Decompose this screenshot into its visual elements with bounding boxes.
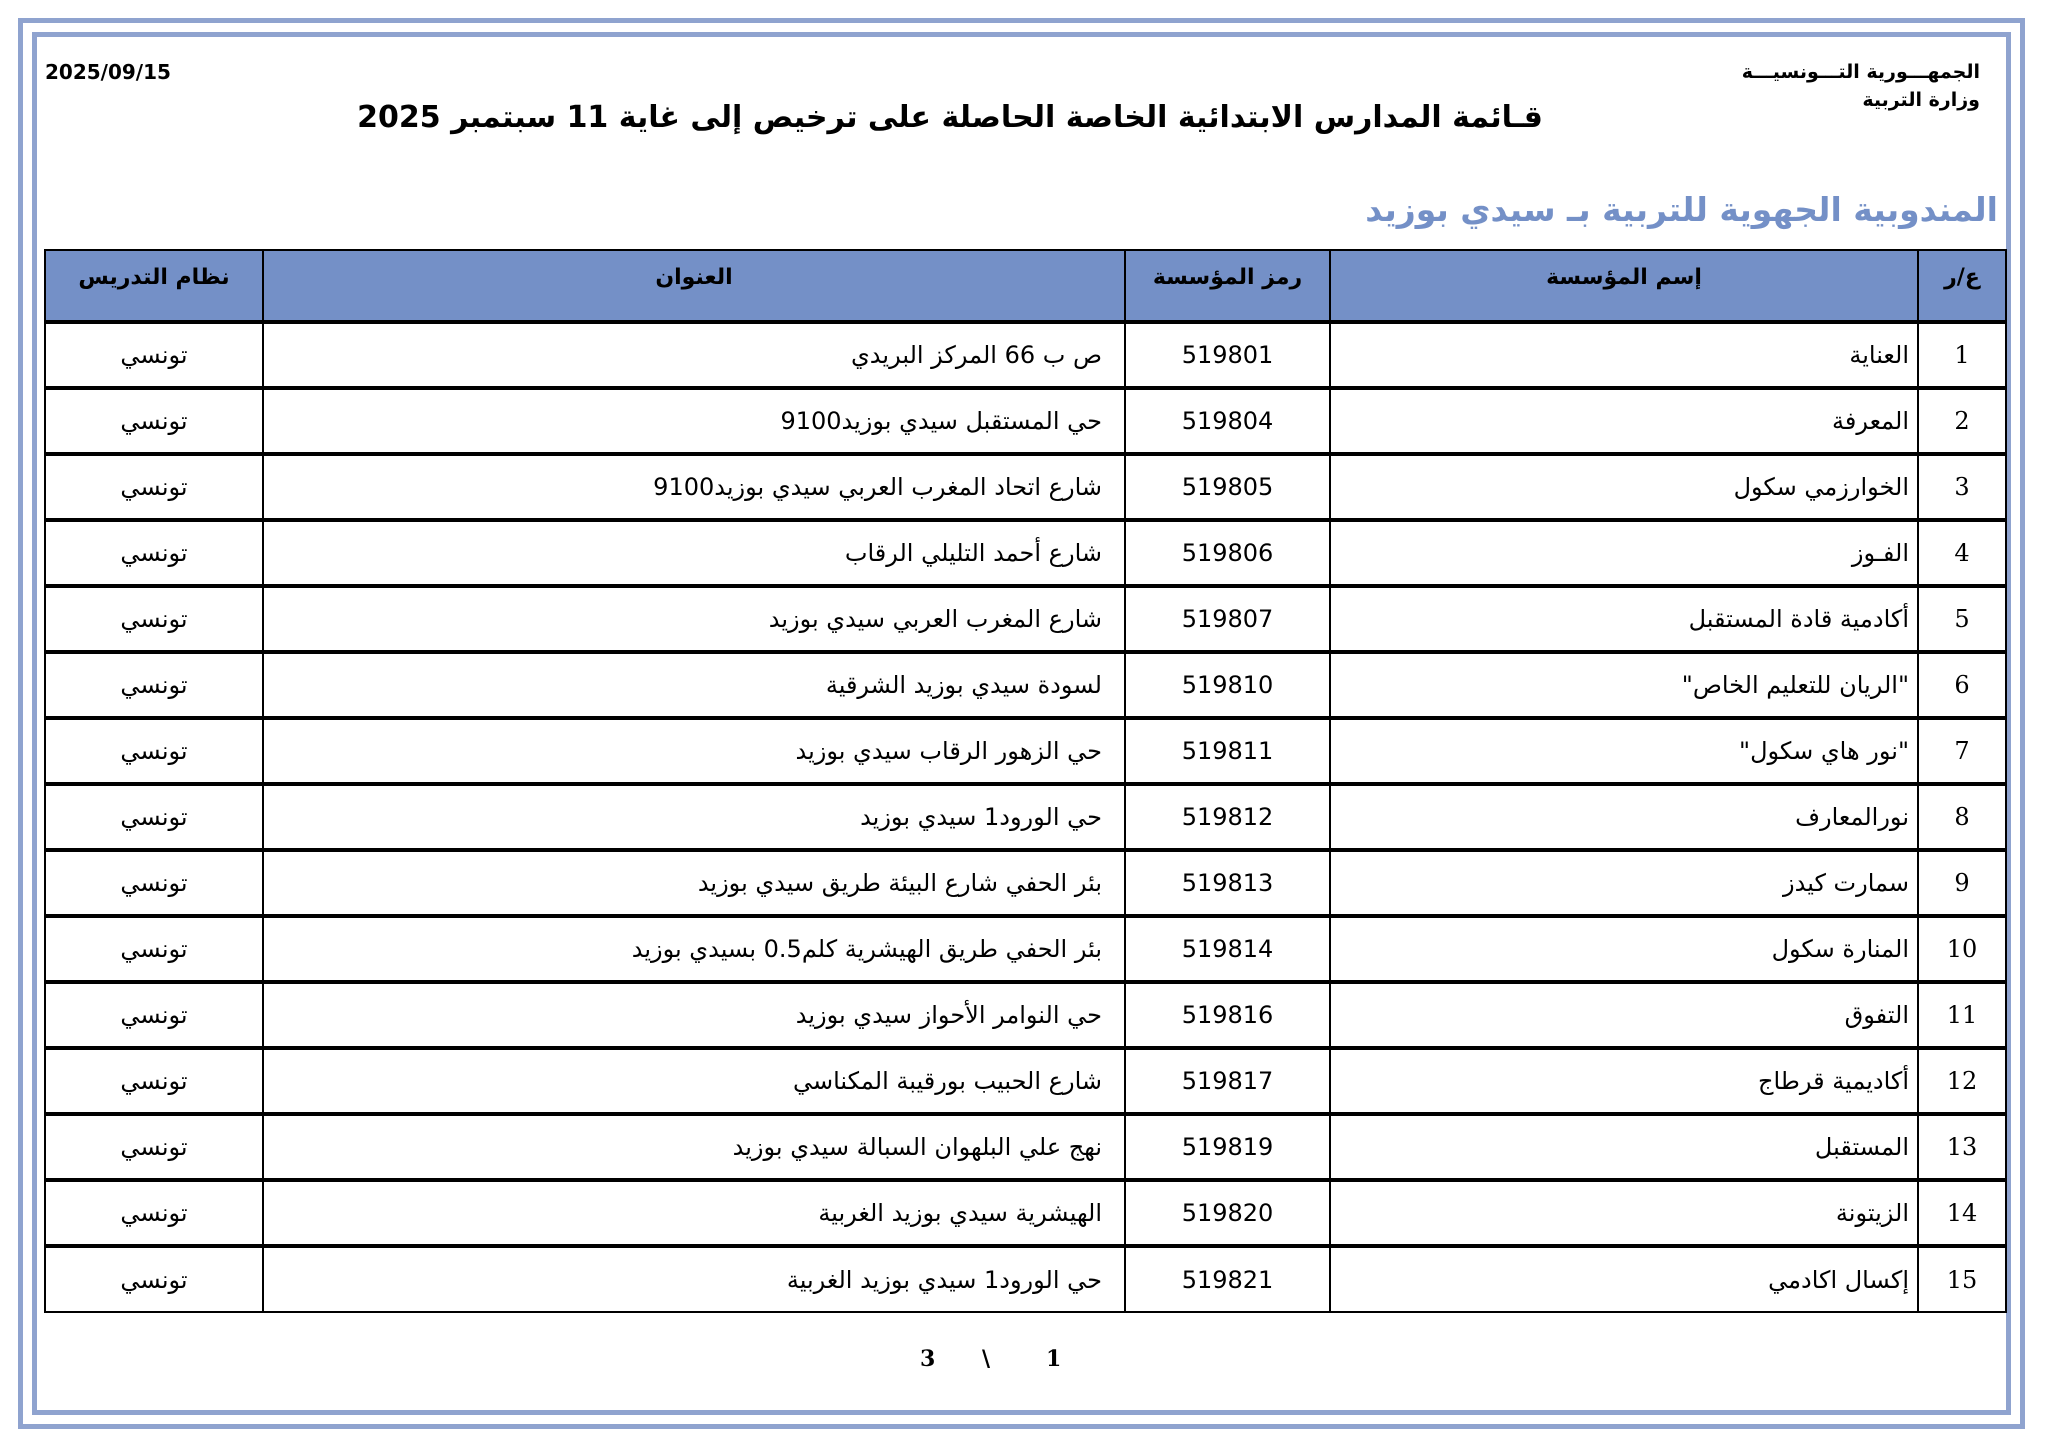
teaching-system: تونسي [45, 520, 263, 586]
school-address: لسودة سيدي بوزيد الشرقية [263, 652, 1125, 718]
school-name: المنارة سكول [1330, 916, 1918, 982]
school-name: العناية [1330, 322, 1918, 388]
school-address: حي الورود1 سيدي بوزيد [263, 784, 1125, 850]
school-code: 519817 [1125, 1048, 1330, 1114]
table-row [45, 1114, 2006, 1180]
table-row [45, 784, 2006, 850]
row-number: 13 [1918, 1114, 2006, 1180]
teaching-system: تونسي [45, 1180, 263, 1246]
ministry-header [1742, 58, 1980, 114]
row-number: 3 [1918, 454, 2006, 520]
school-name: نورالمعارف [1330, 784, 1918, 850]
column-header-num: ع/ر [1918, 250, 2006, 322]
table-body [45, 322, 2006, 1312]
row-number: 2 [1918, 388, 2006, 454]
column-header-system: نظام التدريس [45, 250, 263, 322]
teaching-system: تونسي [45, 1048, 263, 1114]
teaching-system: تونسي [45, 916, 263, 982]
page-separator: \ [982, 1346, 991, 1372]
school-address: نهج علي البلهوان السبالة سيدي بوزيد [263, 1114, 1125, 1180]
table-row [45, 652, 2006, 718]
school-address: الهيشرية سيدي بوزيد الغربية [263, 1180, 1125, 1246]
school-address: حي النوامر الأحواز سيدي بوزيد [263, 982, 1125, 1048]
teaching-system: تونسي [45, 388, 263, 454]
table-row [45, 850, 2006, 916]
row-number: 4 [1918, 520, 2006, 586]
school-code: 519806 [1125, 520, 1330, 586]
ministry-name: وزارة التربية [1862, 89, 1980, 111]
schools-table [44, 249, 2007, 1313]
school-address: شارع اتحاد المغرب العربي سيدي بوزيد9100 [263, 454, 1125, 520]
page-current: 1 [1046, 1346, 1062, 1372]
school-name: التفوق [1330, 982, 1918, 1048]
table-row [45, 1048, 2006, 1114]
table-row [45, 586, 2006, 652]
teaching-system: تونسي [45, 454, 263, 520]
table-row [45, 982, 2006, 1048]
table-row [45, 454, 2006, 520]
row-number: 8 [1918, 784, 2006, 850]
school-code: 519810 [1125, 652, 1330, 718]
school-name: المعرفة [1330, 388, 1918, 454]
row-number: 11 [1918, 982, 2006, 1048]
document-date: 2025/09/15 [45, 60, 171, 84]
teaching-system: تونسي [45, 784, 263, 850]
school-name: الخوارزمي سكول [1330, 454, 1918, 520]
row-number: 9 [1918, 850, 2006, 916]
row-number: 14 [1918, 1180, 2006, 1246]
teaching-system: تونسي [45, 1246, 263, 1312]
table-row [45, 916, 2006, 982]
table-row [45, 322, 2006, 388]
school-address: حي المستقبل سيدي بوزيد9100 [263, 388, 1125, 454]
table-row [45, 520, 2006, 586]
row-number: 10 [1918, 916, 2006, 982]
school-name: أكاديمية قرطاج [1330, 1048, 1918, 1114]
school-code: 519813 [1125, 850, 1330, 916]
region-title: المندوبية الجهوية للتربية بـ سيدي بوزيد [1365, 190, 1998, 229]
school-address: حي الورود1 سيدي بوزيد الغربية [263, 1246, 1125, 1312]
table-row [45, 1180, 2006, 1246]
document-title: قـائمة المدارس الابتدائية الخاصة الحاصلة على ترخيص إلى غاية 11 سبتمبر 2025 [357, 100, 1543, 135]
school-name: المستقبل [1330, 1114, 1918, 1180]
school-code: 519807 [1125, 586, 1330, 652]
school-name: سمارت كيدز [1330, 850, 1918, 916]
school-name: إكسال اكادمي [1330, 1246, 1918, 1312]
school-name: الزيتونة [1330, 1180, 1918, 1246]
teaching-system: تونسي [45, 718, 263, 784]
school-code: 519811 [1125, 718, 1330, 784]
school-name: الفـوز [1330, 520, 1918, 586]
table-row [45, 1246, 2006, 1312]
school-name: أكادمية قادة المستقبل [1330, 586, 1918, 652]
school-code: 519804 [1125, 388, 1330, 454]
school-address: شارع الحبيب بورقيبة المكناسي [263, 1048, 1125, 1114]
row-number: 12 [1918, 1048, 2006, 1114]
teaching-system: تونسي [45, 322, 263, 388]
school-code: 519812 [1125, 784, 1330, 850]
table-header-row [45, 250, 2006, 322]
teaching-system: تونسي [45, 1114, 263, 1180]
table-row [45, 718, 2006, 784]
school-code: 519814 [1125, 916, 1330, 982]
school-code: 519820 [1125, 1180, 1330, 1246]
row-number: 5 [1918, 586, 2006, 652]
teaching-system: تونسي [45, 850, 263, 916]
school-name: "نور هاي سكول" [1330, 718, 1918, 784]
republic-name: الجمهـــورية التـــونسيـــة [1741, 61, 1980, 83]
school-address: حي الزهور الرقاب سيدي بوزيد [263, 718, 1125, 784]
column-header-name: إسم المؤسسة [1330, 250, 1918, 322]
school-code: 519816 [1125, 982, 1330, 1048]
row-number: 7 [1918, 718, 2006, 784]
school-address: بئر الحفي طريق الهيشرية كلم0.5 بسيدي بوزيد [263, 916, 1125, 982]
row-number: 15 [1918, 1246, 2006, 1312]
teaching-system: تونسي [45, 652, 263, 718]
school-name: "الريان للتعليم الخاص" [1330, 652, 1918, 718]
school-address: ص ب 66 المركز البريدي [263, 322, 1125, 388]
teaching-system: تونسي [45, 982, 263, 1048]
school-code: 519821 [1125, 1246, 1330, 1312]
column-header-address: العنوان [263, 250, 1125, 322]
school-address: شارع أحمد التليلي الرقاب [263, 520, 1125, 586]
page-total: 3 [920, 1346, 936, 1372]
school-address: شارع المغرب العربي سيدي بوزيد [263, 586, 1125, 652]
row-number: 1 [1918, 322, 2006, 388]
column-header-code: رمز المؤسسة [1125, 250, 1330, 322]
school-code: 519819 [1125, 1114, 1330, 1180]
teaching-system: تونسي [45, 586, 263, 652]
row-number: 6 [1918, 652, 2006, 718]
school-code: 519801 [1125, 322, 1330, 388]
school-code: 519805 [1125, 454, 1330, 520]
school-address: بئر الحفي شارع البيئة طريق سيدي بوزيد [263, 850, 1125, 916]
table-row [45, 388, 2006, 454]
